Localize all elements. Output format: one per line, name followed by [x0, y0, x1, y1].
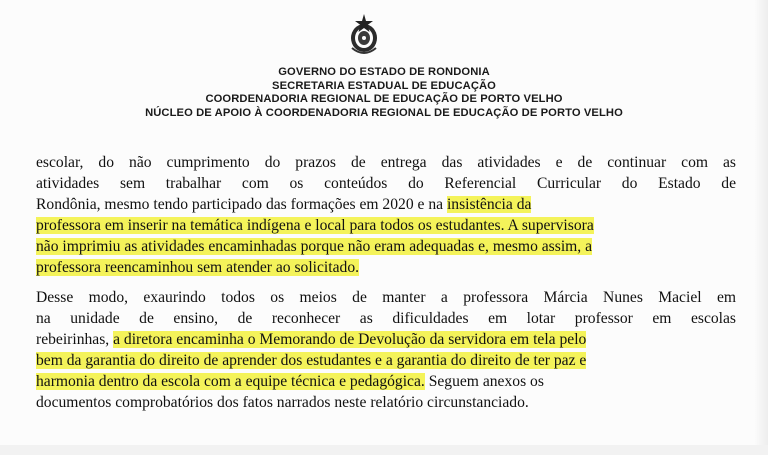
- paragraph-line: documentos comprobatórios dos fatos narrados neste relatório circunstanciado.: [36, 394, 529, 411]
- paragraph-line: escolar, do não cumprimento do prazos de entrega das atividades e de continuar com as: [36, 154, 736, 171]
- paragraph-line: [36, 350, 736, 371]
- paragraph-line: [36, 194, 736, 215]
- paragraph-2: [36, 287, 736, 413]
- paragraph-line: [36, 215, 736, 236]
- header-line-coordination: COORDENADORIA REGIONAL DE EDUCAÇÃO DE PORTO VELHO: [205, 93, 563, 106]
- text-run: rebeirinhas,: [36, 331, 114, 348]
- highlighted-text: não imprimiu as atividades encaminhadas porque não eram adequadas e, mesmo assim, a: [36, 238, 592, 255]
- document-body: [36, 152, 736, 413]
- paragraph-line: [36, 257, 736, 278]
- highlighted-text: professora reencaminhou sem atender ao solicitado.: [36, 259, 360, 276]
- highlighted-text: a diretora encaminha o Memorando de Devolução da servidora em tela pelo: [113, 331, 587, 348]
- paragraph-line: na unidade de ensino, de reconhecer as dificuldades em lotar professor em escolas: [36, 310, 736, 327]
- document-header: [0, 66, 768, 120]
- paragraph-1: [36, 152, 736, 278]
- paragraph-line: atividades sem trabalhar com os conteúdos do Referencial Curricular do Estado de: [36, 175, 736, 192]
- page-bottom-margin: [0, 445, 768, 455]
- paragraph-line: Desse modo, exaurindo todos os meios de manter a professora Márcia Nunes Maciel em: [36, 289, 736, 306]
- highlighted-text: harmonia dentro da escola com a equipe técnica e pedagógica.: [36, 373, 425, 390]
- text-run: Rondônia, mesmo tendo participado das formações em 2020 e na: [36, 196, 447, 213]
- paragraph-line: [36, 236, 736, 257]
- highlighted-text: insistência da: [446, 196, 532, 213]
- highlighted-text: bem da garantia do direito de aprender dos estudantes e a garantia do direito de ter paz e: [36, 352, 587, 369]
- paragraph-line: [36, 329, 736, 350]
- highlighted-text: professora em inserir na temática indígena e local para todos os estudantes. A supervisora: [36, 217, 594, 234]
- coat-of-arms-icon: [346, 12, 382, 58]
- header-line-secretariat: SECRETARIA ESTADUAL DE EDUCAÇÃO: [272, 79, 496, 92]
- text-run: Seguem anexos os: [424, 373, 544, 390]
- header-line-government: GOVERNO DO ESTADO DE RONDONIA: [278, 66, 490, 78]
- header-line-support-nucleus: NÚCLEO DE APOIO À COORDENADORIA REGIONAL DE EDUCAÇÃO DE PORTO VELHO: [145, 106, 623, 119]
- paragraph-line: [36, 371, 736, 392]
- scan-shadow-edge: [754, 0, 768, 455]
